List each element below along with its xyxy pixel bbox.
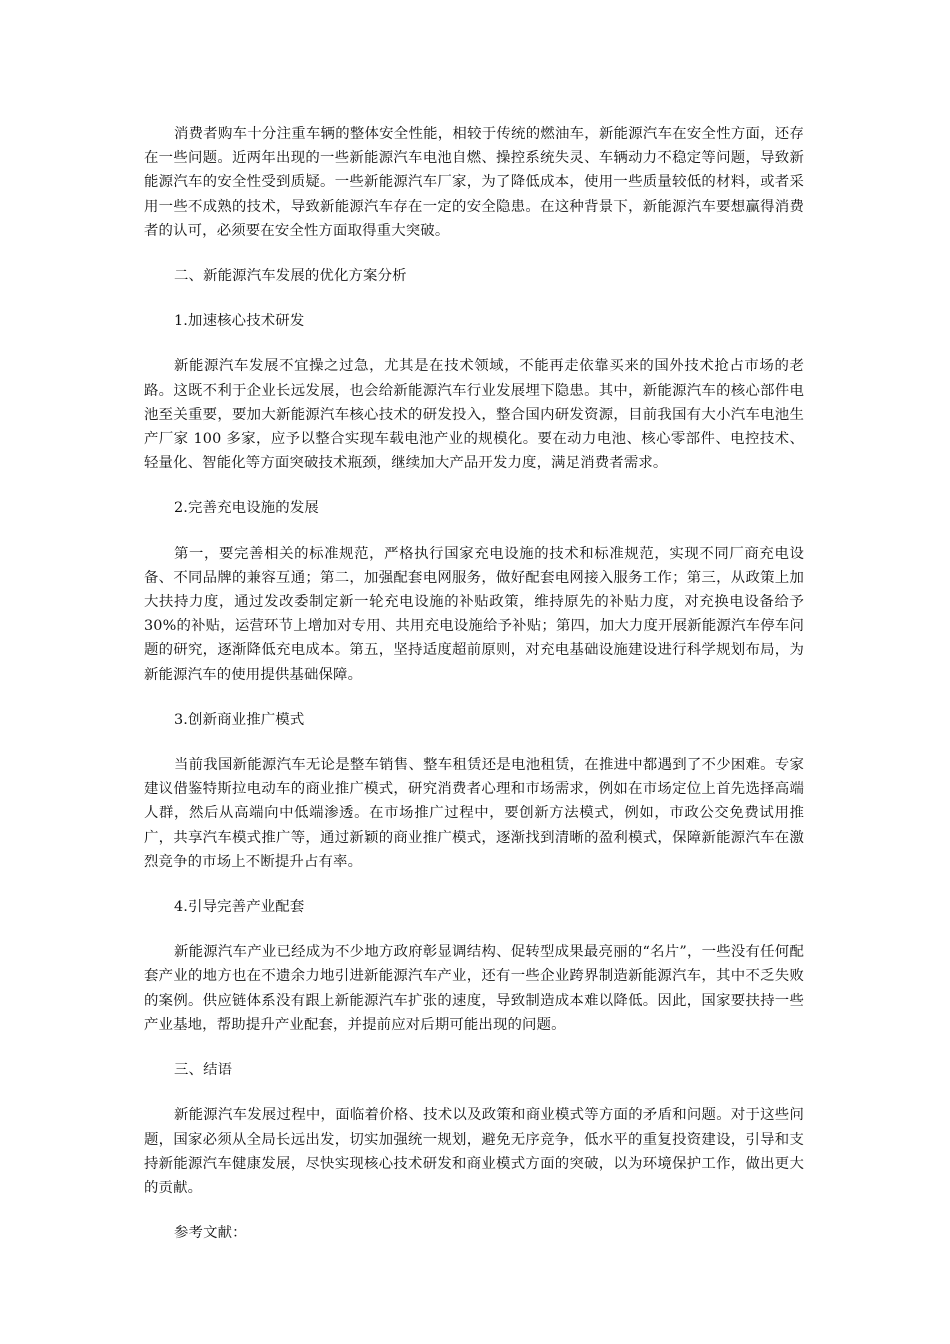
paragraph-conclusion: 新能源汽车发展过程中，面临着价格、技术以及政策和商业模式等方面的矛盾和问题。对于这些问题，国家必须从全局长远出发，切实加强统一规划，避免无序竞争，低水平的重复投资建设，引导和支持新能源汽车健康发展，尽快实现核心技术研发和商业模式方面的突破，以为环境保护工作，做出更大的贡献。 bbox=[144, 1107, 804, 1196]
paragraph-industry: 新能源汽车产业已经成为不少地方政府彰显调结构、促转型成果最亮丽的“名片”，一些没有任何配套产业的地方也在不遗余力地引进新能源汽车产业，还有一些企业跨界制造新能源汽车，其中不乏失败的案例。供应链体系没有跟上新能源汽车扩张的速度，导致制造成本难以降低。因此，国家要扶持一些产业基地，帮助提升产业配套，并提前应对后期可能出现的问题。 bbox=[144, 944, 804, 1033]
paragraph-safety: 消费者购车十分注重车辆的整体安全性能，相较于传统的燃油车，新能源汽车在安全性方面，还存在一些问题。近两年出现的一些新能源汽车电池自燃、操控系统失灵、车辆动力不稳定等问题，导致新能源汽车的安全性受到质疑。一些新能源汽车厂家，为了降低成本，使用一些质量较低的材料，或者采用一些不成熟的技术，导致新能源汽车存在一定的安全隐患。在这种背景下，新能源汽车要想赢得消费者的认可，必须要在安全性方面取得重大突破。 bbox=[144, 126, 804, 239]
subheading-business-model: 3.创新商业推广模式 bbox=[174, 711, 305, 728]
references-heading: 参考文献： bbox=[174, 1225, 247, 1242]
paragraph-core-tech: 新能源汽车发展不宜操之过急，尤其是在技术领域，不能再走依靠买来的国外技术抢占市场的老路。这既不利于企业长远发展，也会给新能源汽车行业发展埋下隐患。其中，新能源汽车的核心部件电池至关重要，要加大新能源汽车核心技术的研发投入，整合国内研发资源，目前我国有大小汽车电池生产厂家 100 多家，应予以整合实现车载电池产业的规模化。要在动力电池、核心零部件、电控技术、轻量化、智能化等方面突破技术瓶颈，继续加大产品开发力度，满足消费者需求。 bbox=[144, 358, 804, 472]
document-page bbox=[144, 122, 804, 1266]
paragraph-business-model: 当前我国新能源汽车无论是整车销售、整车租赁还是电池租赁，在推进中都遇到了不少困难。专家建议借鉴特斯拉电动车的商业推广模式，研究消费者心理和市场需求，例如在市场定位上首先选择高端人群，然后从高端向中低端渗透。在市场推广过程中，要创新方法模式，例如，市政公交免费试用推广，共享汽车模式推广等，通过新颖的商业推广模式，逐渐找到清晰的盈利模式，保障新能源汽车在激烈竞争的市场上不断提升占有率。 bbox=[144, 757, 804, 870]
section-heading-conclusion: 三、结语 bbox=[174, 1062, 233, 1079]
subheading-charging: 2.完善充电设施的发展 bbox=[174, 500, 319, 517]
section-heading-optimization: 二、新能源汽车发展的优化方案分析 bbox=[174, 268, 407, 285]
subheading-industry: 4.引导完善产业配套 bbox=[174, 899, 305, 916]
subheading-core-tech: 1.加速核心技术研发 bbox=[174, 313, 305, 330]
paragraph-charging: 第一，要完善相关的标准规范，严格执行国家充电设施的技术和标准规范，实现不同厂商充电设备、不同品牌的兼容互通；第二，加强配套电网服务，做好配套电网接入服务工作；第三，从政策上加大扶持力度，通过发改委制定新一轮充电设施的补贴政策，维持原先的补贴力度，对充换电设备给予 30%的补贴，运营环节上增加对专用、共用充电设施给予补贴；第四，加大力度开展新能源汽车停车问题的研究，逐渐降低充电成本。第五，坚持适度超前原则，对充电基础设施建设进行科学规划布局，为新能源汽车的使用提供基础保障。 bbox=[144, 545, 804, 683]
